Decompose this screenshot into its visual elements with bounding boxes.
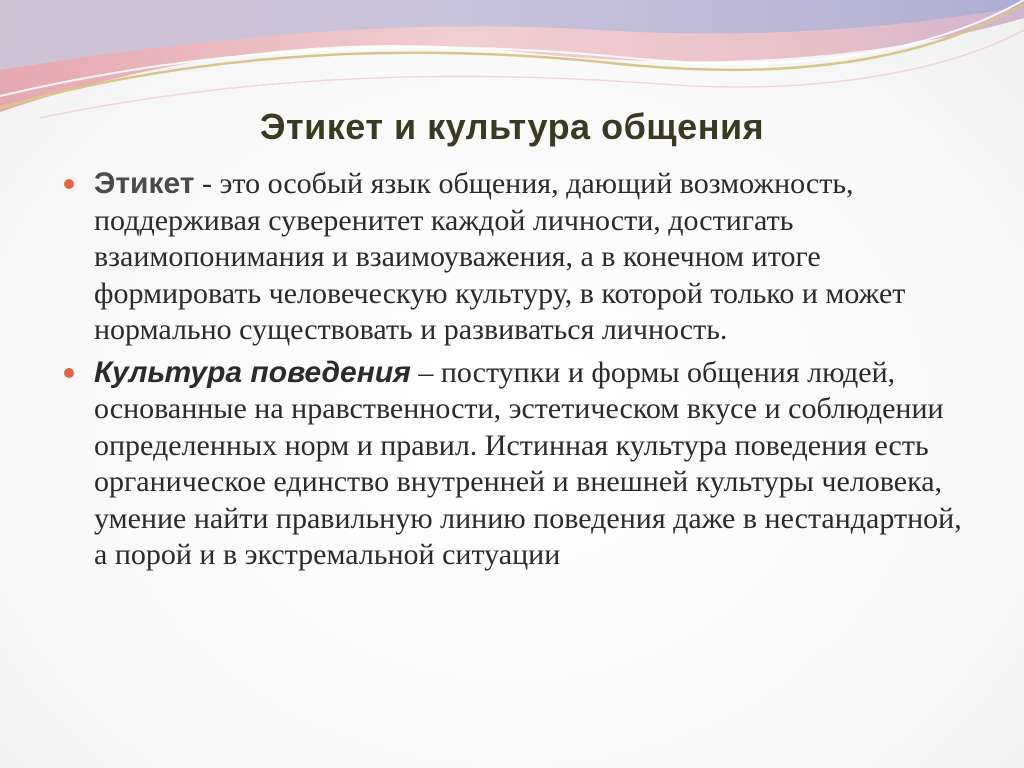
slide-content <box>94 166 974 580</box>
bullet-behavior-culture <box>94 355 974 574</box>
bullet-dot-icon <box>64 179 74 189</box>
bullet-etiquette <box>94 166 974 349</box>
bullet-dot-icon <box>64 368 74 378</box>
bullet-text: - это особый язык общения, дающий возможность, поддерживая суверенитет каждой личности, достигать взаимопонимания и взаимоуважения, а в конечном итоге формировать человеческую культуру, в которой только и может нормально существовать и развиваться личность. <box>94 167 906 346</box>
bullet-term: Этикет <box>94 167 195 200</box>
bullet-term: Культура поведения <box>94 355 411 389</box>
slide-title: Этикет и культура общения <box>259 106 765 147</box>
bullet-text: – поступки и формы общения людей, основанные на нравственности, эстетическом вкусе и соблюдении определенных норм и правил. Истинная культура поведения есть органическое единство внутренней и внешней культуры человека, умение найти правильную линию поведения даже в нестандартной, а порой и в экстремальной ситуации <box>94 355 962 571</box>
